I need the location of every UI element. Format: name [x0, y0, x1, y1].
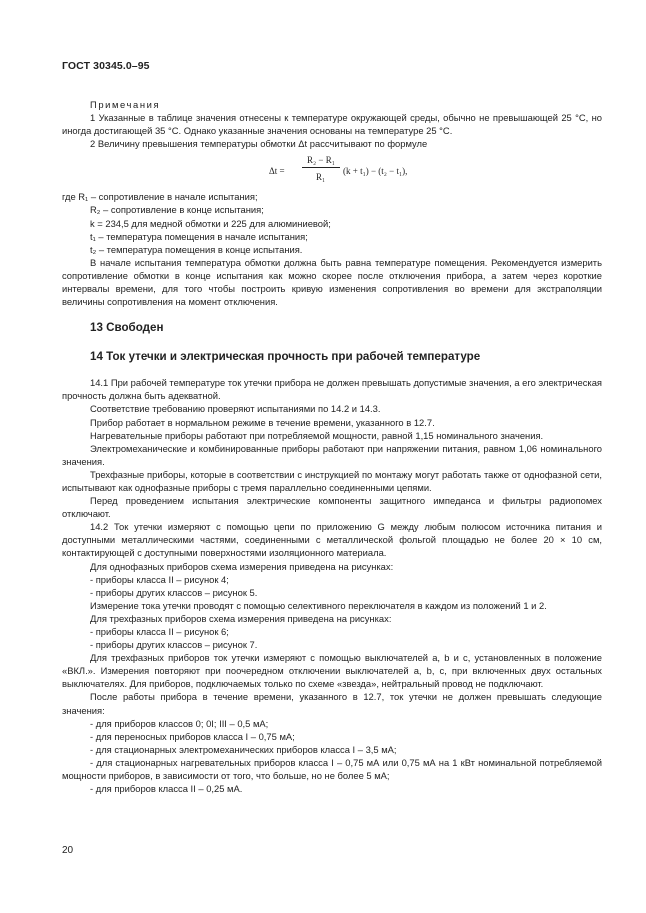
paragraph: Электромеханические и комбинированные приборы работают при напряжении питания, равном 1,06 номинального значения.: [62, 442, 602, 467]
notes-title: Примечания: [90, 99, 161, 110]
note-end-paragraph: В начале испытания температура обмотки должна быть равна температуре помещения. Рекомендуется измерить сопротивление обмотки в конце испытания как можно скорее после отключения прибора, а затем через короткие интервалы времени, для того чтобы построить кривую изменения сопротивления во времени для экстраполяции величины сопротивления на момент отключения.: [62, 256, 602, 308]
list-item: - приборы других классов – рисунок 7.: [90, 639, 258, 651]
list-item: - приборы класса II – рисунок 4;: [90, 573, 229, 585]
list-item: - приборы других классов – рисунок 5.: [90, 586, 258, 598]
list-item: - для стационарных нагревательных приборов класса I – 0,75 мА или 0,75 мА на 1 кВт номинальной потребляемой мощности приборов, в зависимости от того, что больше, но не более 5 мА;: [62, 756, 602, 782]
paragraph: Нагревательные приборы работают при потребляемой мощности, равной 1,15 номинального значения.: [90, 429, 544, 441]
where-t1: t₁ – температура помещения в начале испытания;: [90, 230, 308, 242]
paragraph: После работы прибора в течение времени, указанного в 12.7, ток утечки не должен превышать следующие значения:: [62, 691, 602, 716]
formula-lhs: Δt =: [269, 166, 285, 177]
paragraph: Для однофазных приборов схема измерения приведена на рисунках:: [90, 560, 394, 572]
formula-numerator: R₂ − R₁: [307, 155, 335, 166]
page-number: 20: [62, 845, 74, 856]
section-14-heading: 14 Ток утечки и электрическая прочность при рабочей температуре: [90, 350, 481, 364]
paragraph: Соответствие требованию проверяют испытаниями по 14.2 и 14.3.: [90, 403, 381, 415]
list-item: - для приборов класса II – 0,25 мА.: [90, 783, 243, 795]
page-content: [62, 98, 602, 795]
paragraph: Трехфазные приборы, которые в соответствии с инструкцией по монтажу могут работать также от однофазной сети, испытывают как однофазные приборы с тремя параллельно соединенными цепями.: [62, 468, 602, 493]
where-r2: R₂ – сопротивление в конце испытания;: [90, 204, 264, 216]
fraction-bar: [302, 167, 340, 168]
list-item: - для стационарных электромеханических приборов класса I – 3,5 мА;: [90, 743, 397, 755]
paragraph: Для трехфазных приборов ток утечки измеряют с помощью выключателей a, b и c, установленных в положение «ВКЛ.». Измерения повторяют при поочередном отключении выключателей a, b, c, при включенных двух остальных выключателях. Для приборов, подключаемых только по схеме «звезда», нейтральный провод не подключают.: [62, 652, 602, 690]
paragraph: 14.1 При рабочей температуре ток утечки прибора не должен превышать допустимые значения, а его электрическая прочность должна быть адекватной.: [62, 377, 602, 402]
where-t2: t₂ – температура помещения в конце испытания.: [90, 243, 303, 255]
paragraph: 14.2 Ток утечки измеряют с помощью цепи по приложению G между любым полюсом источника питания и доступными металлическими частями, соединенными с металлической фольгой площадью не более 20 × 10 см, контактирующей с доступными поверхностями изоляционного материала.: [62, 521, 602, 559]
document-header: ГОСТ 30345.0–95: [62, 60, 150, 72]
paragraph: Для трехфазных приборов схема измерения приведена на рисунках:: [90, 612, 392, 624]
where-k: k = 234,5 для медной обмотки и 225 для алюминиевой;: [90, 217, 331, 229]
list-item: - приборы класса II – рисунок 6;: [90, 626, 229, 637]
paragraph: Перед проведением испытания электрические компоненты защитного импеданса и фильтры радиопомех отключают.: [62, 495, 602, 520]
temperature-rise-formula: [62, 150, 602, 190]
note-1: 1 Указанные в таблице значения отнесены к температуре окружающей среды, обычно не превышающей 25 °С, но иногда достигающей 35 °С. Однако указанные значения основаны на температуре 25 °С.: [62, 112, 602, 137]
formula-rhs: (k + t₁) − (t₂ − t₁),: [343, 166, 408, 177]
list-item: - для приборов классов 0; 0I; III – 0,5 мА;: [90, 717, 269, 729]
section-13-heading: 13 Свободен: [90, 321, 164, 335]
where-r1: где R₁ – сопротивление в начале испытания;: [62, 191, 258, 203]
formula-denominator: R₁: [316, 172, 326, 183]
note-2: 2 Величину превышения температуры обмотки Δt рассчитывают по формуле: [90, 138, 428, 150]
list-item: - для переносных приборов класса I – 0,75 мА;: [90, 730, 295, 742]
paragraph: Измерение тока утечки проводят с помощью селективного переключателя в каждом из положений 1 и 2.: [90, 599, 547, 611]
paragraph: Прибор работает в нормальном режиме в течение времени, указанного в 12.7.: [90, 416, 435, 428]
